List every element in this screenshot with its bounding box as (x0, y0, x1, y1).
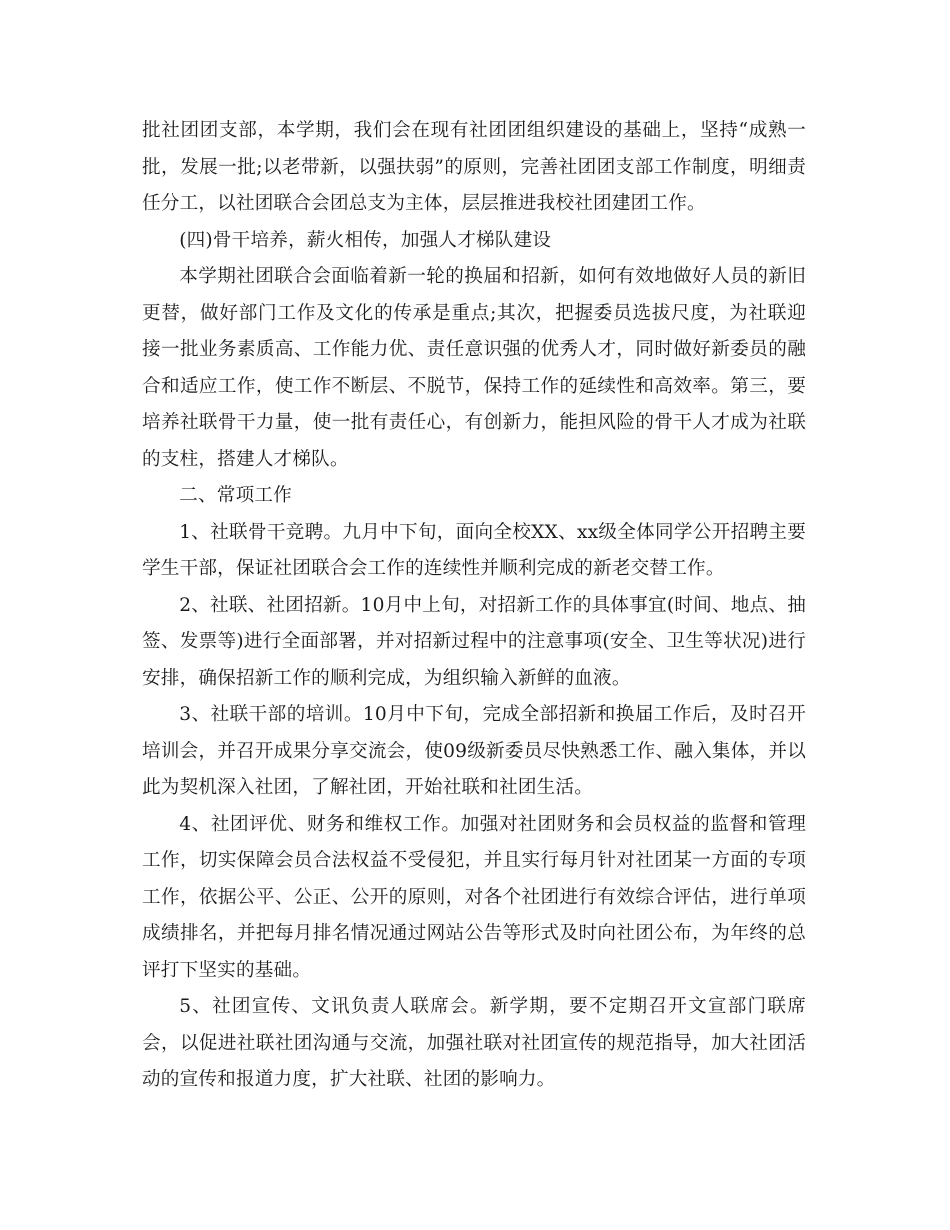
section-heading-routine-work: 二、常项工作 (179, 485, 292, 506)
section-heading-talent-training: (四)骨干培养，薪火相传，加强人才梯队建设 (179, 229, 552, 251)
list-item-cadre-training: 3、社联干部的培训。10月中下旬，完成全部招新和换届工作后，及时召开培训会，并召开成果分享交流会，使09级新委员尽快熟悉工作、融入集体，并以此为契机深入社团，了解社团，开始社联和社团生活。 (142, 704, 806, 798)
document-body (142, 113, 806, 1099)
paragraph-talent-training: 本学期社团联合会面临着新一轮的换届和招新，如何有效地做好人员的新旧更替，做好部门工作及文化的传承是重点;其次，把握委员选拔尺度，为社联迎接一批业务素质高、工作能力优、责任意识强的优秀人才，同时做好新委员的融合和适应工作，使工作不断层、不脱节，保持工作的延续性和高效率。第三，要培养社联骨干力量，使一批有责任心，有创新力，能担风险的骨干人才成为社联的支柱，搭建人才梯队。 (142, 266, 806, 470)
paragraph-continuation: 批社团团支部，本学期，我们会在现有社团团组织建设的基础上，坚持“成熟一批，发展一批;以老带新，以强扶弱”的原则，完善社团团支部工作制度，明细责任分工，以社团联合会团总支为主体，层层推进我校社团建团工作。 (142, 120, 806, 214)
list-item-cadre-recruitment: 1、社联骨干竞聘。九月中下旬，面向全校XX、xx级全体同学公开招聘主要学生干部，保证社团联合会工作的连续性并顺利完成的新老交替工作。 (142, 521, 806, 579)
list-item-publicity-meeting: 5、社团宣传、文讯负责人联席会。新学期，要不定期召开文宣部门联席会，以促进社联社团沟通与交流，加强社联对社团宣传的规范指导，加大社团活动的宣传和报道力度，扩大社联、社团的影响力。 (142, 996, 806, 1090)
list-item-evaluation-finance: 4、社团评优、财务和维权工作。加强对社团财务和会员权益的监督和管理工作，切实保障会员合法权益不受侵犯，并且实行每月针对社团某一方面的专项工作，依据公平、公正、公开的原则，对各个社团进行有效综合评估，进行单项成绩排名，并把每月排名情况通过网站公告等形式及时向社团公布，为年终的总评打下坚实的基础。 (142, 813, 806, 981)
list-item-club-recruitment: 2、社联、社团招新。10月中上旬，对招新工作的具体事宜(时间、地点、抽签、发票等)进行全面部署，并对招新过程中的注意事项(安全、卫生等状况)进行安排，确保招新工作的顺利完成，为组织输入新鲜的血液。 (142, 594, 806, 689)
